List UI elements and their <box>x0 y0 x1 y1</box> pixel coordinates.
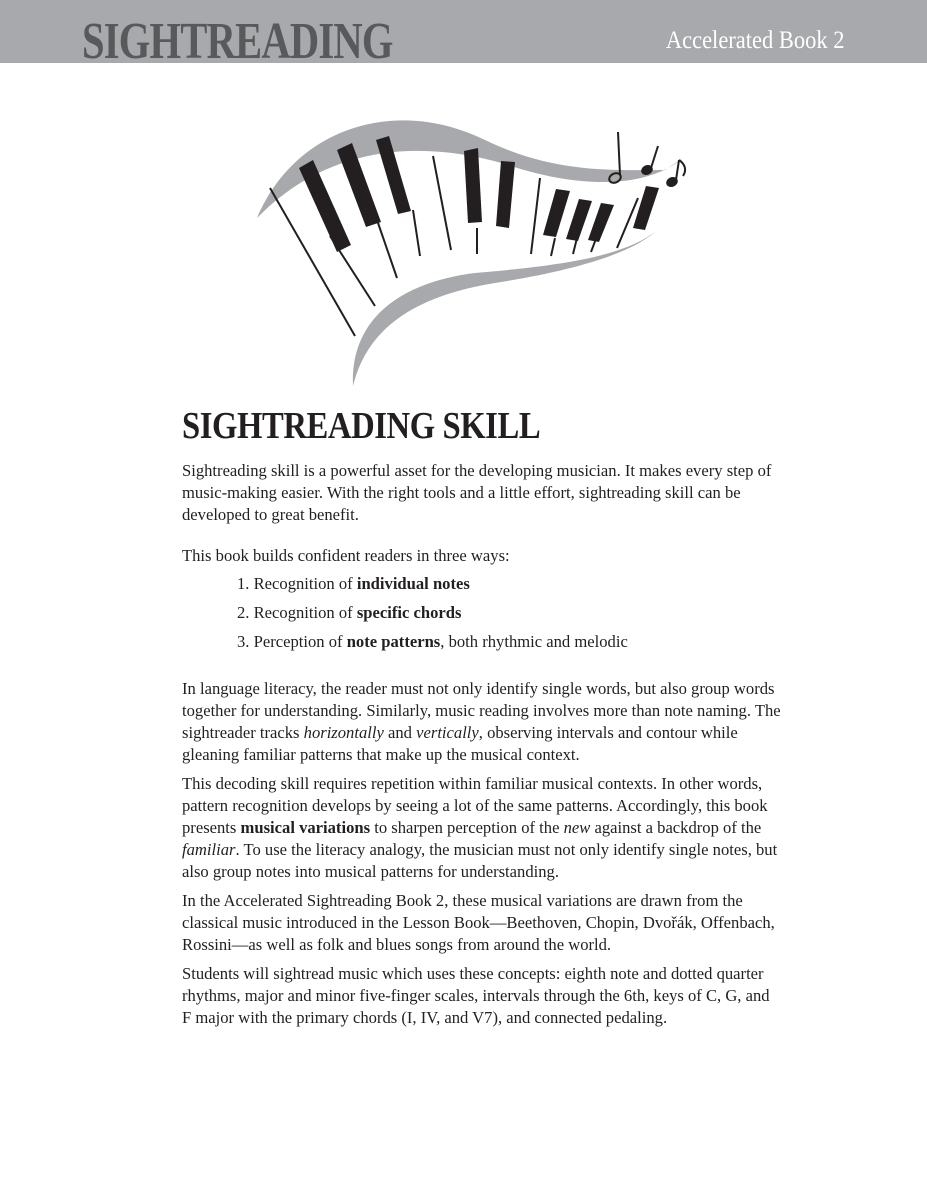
piano-keyboard-swoosh-logo <box>255 108 695 393</box>
variations-paragraph: In the Accelerated Sightreading Book 2, these musical variations are drawn from the classical music introduced in the Lesson Book—Beethoven, Chopin, Dvořák, Offenbach, Rossini—as well as folk and blues songs from around the world. <box>182 891 775 954</box>
list-item: 1. Recognition of individual notes <box>237 574 470 593</box>
header-title: SIGHTREADING <box>82 13 393 70</box>
literacy-paragraph: In language literacy, the reader must not only identify single words, but also group words together for understanding. Similarly, music reading involves more than note naming. The sightreader tracks horizontally and vertically, observing intervals and contour while gleaning familiar patterns that make up the musical context. <box>182 679 781 764</box>
music-notes-icon <box>608 132 685 188</box>
list-item: 2. Recognition of specific chords <box>237 603 462 622</box>
book-label: Accelerated Book 2 <box>666 27 845 54</box>
intro-paragraph: Sightreading skill is a powerful asset for the developing musician. It makes every step of music-making easier. With the right tools and a little effort, sightreading skill can be developed to great benefit. <box>182 461 772 524</box>
concepts-paragraph: Students will sightread music which uses these concepts: eighth note and dotted quarter rhythms, major and minor five-finger scales, intervals through the 6th, keys of C, G, and F major with the primary chords (I, IV, and V7), and connected pedaling. <box>182 964 770 1027</box>
header-band <box>0 0 927 70</box>
lower-swoosh <box>353 232 655 386</box>
ways-list <box>237 573 782 653</box>
section-title: SIGHTREADING SKILL <box>182 405 541 447</box>
list-item: 3. Perception of note patterns, both rhythmic and melodic <box>237 632 628 651</box>
main-content <box>182 404 782 1029</box>
key-lines <box>270 156 638 336</box>
decoding-paragraph: This decoding skill requires repetition within familiar musical contexts. In other words, pattern recognition develops by seeing a lot of the same patterns. Accordingly, this book presents musical variations to sharpen perception of the new against a backdrop of the familiar. To use the literacy analogy, the musician must not only identify single notes, but also group notes into musical patterns for understanding. <box>182 774 778 881</box>
ways-intro: This book builds confident readers in three ways: <box>182 546 510 565</box>
